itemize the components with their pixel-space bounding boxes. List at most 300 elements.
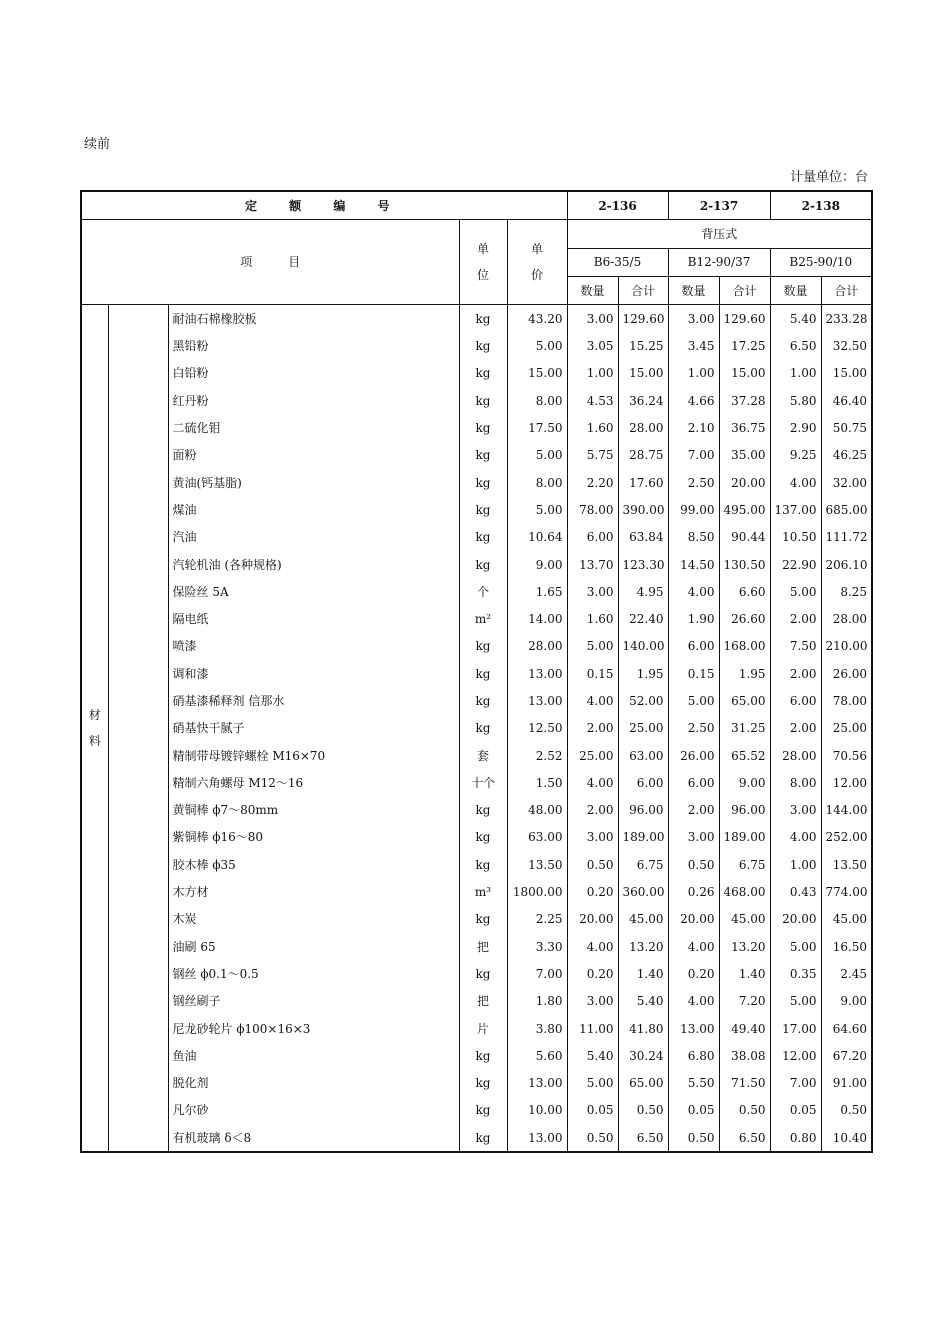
total-cell: 12.00: [821, 769, 872, 796]
total-cell: 233.28: [821, 305, 872, 333]
total-header: 合计: [618, 276, 668, 304]
material-name: 红丹粉: [168, 387, 459, 414]
total-cell: 130.50: [719, 551, 770, 578]
qty-cell: 3.45: [668, 332, 719, 359]
total-cell: 144.00: [821, 797, 872, 824]
qty-cell: 5.00: [567, 633, 618, 660]
price-cell: 12.50: [507, 715, 567, 742]
total-cell: 15.25: [618, 332, 668, 359]
material-name: 二硫化钼: [168, 414, 459, 441]
qty-cell: 1.00: [668, 360, 719, 387]
price-cell: 1.80: [507, 988, 567, 1015]
qty-cell: 1.60: [567, 605, 618, 632]
total-cell: 25.00: [821, 715, 872, 742]
total-cell: 13.50: [821, 851, 872, 878]
unit-cell: 把: [459, 988, 507, 1015]
total-cell: 28.00: [618, 414, 668, 441]
qty-cell: 4.66: [668, 387, 719, 414]
total-cell: 7.20: [719, 988, 770, 1015]
total-cell: 37.28: [719, 387, 770, 414]
material-rows: [81, 305, 872, 1153]
total-cell: 0.50: [719, 1097, 770, 1124]
table-row: [81, 660, 872, 687]
unit-cell: kg: [459, 442, 507, 469]
material-name: 精制带母镀锌螺栓 M16×70: [168, 742, 459, 769]
table-row: [81, 1042, 872, 1069]
qty-cell: 9.25: [770, 442, 821, 469]
qty-cell: 0.50: [668, 851, 719, 878]
price-cell: 5.00: [507, 442, 567, 469]
total-cell: 774.00: [821, 878, 872, 905]
qty-cell: 4.00: [567, 933, 618, 960]
material-name: 保险丝 5A: [168, 578, 459, 605]
total-cell: 28.75: [618, 442, 668, 469]
qty-cell: 137.00: [770, 496, 821, 523]
unit-note: 计量单位：台: [789, 170, 868, 185]
total-cell: 46.40: [821, 387, 872, 414]
qty-header: 数量: [770, 276, 821, 304]
table-row: [81, 305, 872, 333]
total-cell: 38.08: [719, 1042, 770, 1069]
total-cell: 26.60: [719, 605, 770, 632]
qty-cell: 5.00: [668, 687, 719, 714]
price-cell: 15.00: [507, 360, 567, 387]
material-name: 隔电纸: [168, 605, 459, 632]
table-row: [81, 551, 872, 578]
total-cell: 50.75: [821, 414, 872, 441]
table-row: [81, 906, 872, 933]
continued-label: 续前: [84, 137, 111, 152]
price-cell: 2.52: [507, 742, 567, 769]
qty-cell: 7.50: [770, 633, 821, 660]
qty-cell: 2.90: [770, 414, 821, 441]
unit-cell: 套: [459, 742, 507, 769]
total-cell: 2.45: [821, 960, 872, 987]
total-cell: 63.84: [618, 524, 668, 551]
unit-cell: kg: [459, 414, 507, 441]
material-name: 钢丝刷子: [168, 988, 459, 1015]
qty-cell: 1.00: [567, 360, 618, 387]
table-row: [81, 442, 872, 469]
qty-cell: 6.00: [668, 633, 719, 660]
qty-cell: 4.00: [567, 687, 618, 714]
qty-cell: 2.00: [567, 715, 618, 742]
unit-cell: m²: [459, 605, 507, 632]
total-cell: 0.50: [618, 1097, 668, 1124]
qty-cell: 3.00: [668, 305, 719, 333]
qty-cell: 0.15: [668, 660, 719, 687]
total-cell: 41.80: [618, 1015, 668, 1042]
table-row: [81, 715, 872, 742]
total-cell: 17.60: [618, 469, 668, 496]
total-cell: 31.25: [719, 715, 770, 742]
unit-cell: kg: [459, 524, 507, 551]
unit-cell: 个: [459, 578, 507, 605]
material-name: 黑铅粉: [168, 332, 459, 359]
total-cell: 129.60: [719, 305, 770, 333]
qty-cell: 2.20: [567, 469, 618, 496]
material-name: 钢丝 ϕ0.1～0.5: [168, 960, 459, 987]
table-row: [81, 360, 872, 387]
price-header: 单 价: [507, 220, 567, 305]
total-cell: 35.00: [719, 442, 770, 469]
qty-cell: 2.00: [770, 660, 821, 687]
code-2-137: 2-137: [668, 191, 770, 220]
qty-cell: 20.00: [567, 906, 618, 933]
material-name: 硝基漆稀释剂 信那水: [168, 687, 459, 714]
material-name: 白铅粉: [168, 360, 459, 387]
total-cell: 26.00: [821, 660, 872, 687]
price-cell: 1800.00: [507, 878, 567, 905]
subgroup-cell: [108, 305, 168, 1153]
unit-cell: kg: [459, 360, 507, 387]
unit-cell: kg: [459, 305, 507, 333]
qty-cell: 4.00: [668, 933, 719, 960]
table-row: [81, 1070, 872, 1097]
qty-cell: 25.00: [567, 742, 618, 769]
qty-cell: 14.50: [668, 551, 719, 578]
qty-cell: 10.50: [770, 524, 821, 551]
qty-cell: 2.50: [668, 469, 719, 496]
total-cell: 45.00: [719, 906, 770, 933]
qty-cell: 2.00: [770, 715, 821, 742]
total-cell: 20.00: [719, 469, 770, 496]
unit-cell: kg: [459, 496, 507, 523]
table-row: [81, 769, 872, 796]
price-cell: 1.50: [507, 769, 567, 796]
qty-cell: 4.53: [567, 387, 618, 414]
model-b25: B25-90/10: [770, 248, 872, 276]
table-row: [81, 1124, 872, 1152]
total-cell: 168.00: [719, 633, 770, 660]
total-cell: 46.25: [821, 442, 872, 469]
total-cell: 6.50: [719, 1124, 770, 1152]
qty-cell: 6.00: [567, 524, 618, 551]
total-cell: 45.00: [618, 906, 668, 933]
total-cell: 6.75: [719, 851, 770, 878]
price-cell: 5.00: [507, 496, 567, 523]
qty-cell: 2.00: [567, 797, 618, 824]
qty-cell: 0.15: [567, 660, 618, 687]
total-cell: 36.24: [618, 387, 668, 414]
price-cell: 13.00: [507, 1070, 567, 1097]
total-cell: 36.75: [719, 414, 770, 441]
qty-header: 数量: [668, 276, 719, 304]
qty-cell: 0.80: [770, 1124, 821, 1152]
price-cell: 43.20: [507, 305, 567, 333]
qty-cell: 0.20: [668, 960, 719, 987]
total-cell: 390.00: [618, 496, 668, 523]
price-cell: 13.00: [507, 660, 567, 687]
material-name: 脱化剂: [168, 1070, 459, 1097]
qty-cell: 3.00: [567, 578, 618, 605]
total-cell: 65.52: [719, 742, 770, 769]
material-name: 硝基快干腻子: [168, 715, 459, 742]
total-cell: 495.00: [719, 496, 770, 523]
qty-cell: 3.00: [668, 824, 719, 851]
total-cell: 15.00: [719, 360, 770, 387]
total-cell: 206.10: [821, 551, 872, 578]
material-name: 调和漆: [168, 660, 459, 687]
code-2-138: 2-138: [770, 191, 872, 220]
material-name: 汽油: [168, 524, 459, 551]
total-cell: 28.00: [821, 605, 872, 632]
total-cell: 64.60: [821, 1015, 872, 1042]
qty-cell: 0.26: [668, 878, 719, 905]
qty-cell: 4.00: [770, 824, 821, 851]
qty-cell: 22.90: [770, 551, 821, 578]
material-name: 汽轮机油 (各种规格): [168, 551, 459, 578]
table-row: [81, 988, 872, 1015]
qty-cell: 1.60: [567, 414, 618, 441]
qty-cell: 1.90: [668, 605, 719, 632]
total-cell: 96.00: [719, 797, 770, 824]
qty-cell: 3.00: [567, 305, 618, 333]
unit-cell: kg: [459, 797, 507, 824]
price-cell: 13.00: [507, 687, 567, 714]
unit-cell: kg: [459, 551, 507, 578]
total-cell: 67.20: [821, 1042, 872, 1069]
total-cell: 1.40: [618, 960, 668, 987]
qty-cell: 0.50: [668, 1124, 719, 1152]
qty-cell: 4.00: [668, 988, 719, 1015]
table-row: [81, 1015, 872, 1042]
total-cell: 468.00: [719, 878, 770, 905]
table-row: [81, 332, 872, 359]
code-2-136: 2-136: [567, 191, 668, 220]
unit-cell: kg: [459, 1042, 507, 1069]
total-cell: 45.00: [821, 906, 872, 933]
total-cell: 15.00: [618, 360, 668, 387]
unit-cell: kg: [459, 1070, 507, 1097]
unit-cell: kg: [459, 715, 507, 742]
qty-cell: 2.00: [668, 797, 719, 824]
price-cell: 10.64: [507, 524, 567, 551]
total-cell: 13.20: [719, 933, 770, 960]
qty-cell: 2.10: [668, 414, 719, 441]
unit-cell: kg: [459, 851, 507, 878]
price-cell: 63.00: [507, 824, 567, 851]
price-cell: 5.60: [507, 1042, 567, 1069]
price-cell: 7.00: [507, 960, 567, 987]
qty-cell: 3.00: [567, 988, 618, 1015]
material-name: 凡尔砂: [168, 1097, 459, 1124]
qty-cell: 5.00: [770, 988, 821, 1015]
model-b12: B12-90/37: [668, 248, 770, 276]
total-cell: 1.95: [719, 660, 770, 687]
qty-cell: 26.00: [668, 742, 719, 769]
material-name: 油刷 65: [168, 933, 459, 960]
price-cell: 2.25: [507, 906, 567, 933]
total-cell: 65.00: [618, 1070, 668, 1097]
table-row: [81, 933, 872, 960]
total-cell: 10.40: [821, 1124, 872, 1152]
total-cell: 17.25: [719, 332, 770, 359]
total-cell: 189.00: [618, 824, 668, 851]
table-row: [81, 824, 872, 851]
qty-cell: 0.35: [770, 960, 821, 987]
qty-cell: 4.00: [770, 469, 821, 496]
qty-cell: 99.00: [668, 496, 719, 523]
qty-cell: 6.50: [770, 332, 821, 359]
price-cell: 28.00: [507, 633, 567, 660]
total-cell: 71.50: [719, 1070, 770, 1097]
qty-cell: 20.00: [770, 906, 821, 933]
total-cell: 6.75: [618, 851, 668, 878]
qty-cell: 6.80: [668, 1042, 719, 1069]
material-name: 黄铜棒 ϕ7～80mm: [168, 797, 459, 824]
total-cell: 32.00: [821, 469, 872, 496]
price-cell: 14.00: [507, 605, 567, 632]
table-row: [81, 742, 872, 769]
unit-cell: kg: [459, 1124, 507, 1152]
price-cell: 9.00: [507, 551, 567, 578]
total-cell: 129.60: [618, 305, 668, 333]
price-cell: 48.00: [507, 797, 567, 824]
qty-cell: 5.80: [770, 387, 821, 414]
qty-cell: 5.50: [668, 1070, 719, 1097]
qty-cell: 12.00: [770, 1042, 821, 1069]
table-row: [81, 414, 872, 441]
material-group-label: 材 料: [81, 305, 108, 1153]
unit-cell: kg: [459, 469, 507, 496]
qty-cell: 4.00: [567, 769, 618, 796]
total-cell: 25.00: [618, 715, 668, 742]
total-cell: 6.60: [719, 578, 770, 605]
total-cell: 6.50: [618, 1124, 668, 1152]
table-row: [81, 496, 872, 523]
unit-cell: kg: [459, 906, 507, 933]
material-name: 黄油(钙基脂): [168, 469, 459, 496]
total-cell: 252.00: [821, 824, 872, 851]
unit-cell: kg: [459, 960, 507, 987]
table-row: [81, 578, 872, 605]
price-cell: 13.00: [507, 1124, 567, 1152]
qty-cell: 0.43: [770, 878, 821, 905]
price-cell: 17.50: [507, 414, 567, 441]
qty-cell: 3.05: [567, 332, 618, 359]
qty-cell: 6.00: [668, 769, 719, 796]
total-cell: 63.00: [618, 742, 668, 769]
total-cell: 65.00: [719, 687, 770, 714]
item-header: 项 目: [81, 220, 459, 305]
material-name: 胶木棒 ϕ35: [168, 851, 459, 878]
table-row: [81, 605, 872, 632]
table-row: [81, 1097, 872, 1124]
qty-cell: 0.20: [567, 878, 618, 905]
total-cell: 111.72: [821, 524, 872, 551]
unit-header: 单 位: [459, 220, 507, 305]
quota-number-label: 定 额 编 号: [81, 191, 567, 220]
material-name: 有机玻璃 δ＜8: [168, 1124, 459, 1152]
total-cell: 32.50: [821, 332, 872, 359]
qty-header: 数量: [567, 276, 618, 304]
qty-cell: 5.00: [770, 578, 821, 605]
price-cell: 8.00: [507, 387, 567, 414]
qty-cell: 17.00: [770, 1015, 821, 1042]
qty-cell: 13.70: [567, 551, 618, 578]
price-cell: 8.00: [507, 469, 567, 496]
model-b6: B6-35/5: [567, 248, 668, 276]
price-cell: 3.80: [507, 1015, 567, 1042]
total-header: 合计: [719, 276, 770, 304]
material-name: 煤油: [168, 496, 459, 523]
table-row: [81, 797, 872, 824]
total-cell: 22.40: [618, 605, 668, 632]
table-row: [81, 387, 872, 414]
qty-cell: 28.00: [770, 742, 821, 769]
total-cell: 685.00: [821, 496, 872, 523]
price-cell: 1.65: [507, 578, 567, 605]
qty-cell: 8.00: [770, 769, 821, 796]
qty-cell: 11.00: [567, 1015, 618, 1042]
qty-cell: 3.00: [567, 824, 618, 851]
qty-cell: 5.40: [770, 305, 821, 333]
table-row: [81, 687, 872, 714]
unit-cell: kg: [459, 1097, 507, 1124]
total-cell: 90.44: [719, 524, 770, 551]
total-cell: 9.00: [821, 988, 872, 1015]
qty-cell: 5.40: [567, 1042, 618, 1069]
total-cell: 210.00: [821, 633, 872, 660]
qty-cell: 7.00: [668, 442, 719, 469]
qty-cell: 2.50: [668, 715, 719, 742]
quota-table: [80, 190, 873, 1153]
table-row: [81, 524, 872, 551]
total-cell: 189.00: [719, 824, 770, 851]
price-cell: 3.30: [507, 933, 567, 960]
qty-cell: 78.00: [567, 496, 618, 523]
material-name: 紫铜棒 ϕ16～80: [168, 824, 459, 851]
price-cell: 10.00: [507, 1097, 567, 1124]
type-header: 背压式: [567, 220, 872, 248]
qty-cell: 3.00: [770, 797, 821, 824]
qty-cell: 0.20: [567, 960, 618, 987]
qty-cell: 8.50: [668, 524, 719, 551]
table-row: [81, 878, 872, 905]
unit-cell: kg: [459, 387, 507, 414]
total-cell: 5.40: [618, 988, 668, 1015]
material-name: 精制六角螺母 M12～16: [168, 769, 459, 796]
qty-cell: 0.05: [770, 1097, 821, 1124]
total-cell: 49.40: [719, 1015, 770, 1042]
total-cell: 78.00: [821, 687, 872, 714]
total-cell: 9.00: [719, 769, 770, 796]
material-name: 尼龙砂轮片 ϕ100×16×3: [168, 1015, 459, 1042]
qty-cell: 20.00: [668, 906, 719, 933]
total-cell: 15.00: [821, 360, 872, 387]
qty-cell: 4.00: [668, 578, 719, 605]
unit-cell: 把: [459, 933, 507, 960]
qty-cell: 0.05: [668, 1097, 719, 1124]
unit-cell: kg: [459, 660, 507, 687]
total-cell: 360.00: [618, 878, 668, 905]
unit-cell: 十个: [459, 769, 507, 796]
total-cell: 140.00: [618, 633, 668, 660]
unit-cell: m³: [459, 878, 507, 905]
total-cell: 91.00: [821, 1070, 872, 1097]
price-cell: 5.00: [507, 332, 567, 359]
qty-cell: 0.05: [567, 1097, 618, 1124]
total-cell: 1.40: [719, 960, 770, 987]
price-cell: 13.50: [507, 851, 567, 878]
unit-cell: kg: [459, 633, 507, 660]
qty-cell: 0.50: [567, 851, 618, 878]
total-cell: 123.30: [618, 551, 668, 578]
table-row: [81, 469, 872, 496]
total-cell: 70.56: [821, 742, 872, 769]
material-name: 耐油石棉橡胶板: [168, 305, 459, 333]
